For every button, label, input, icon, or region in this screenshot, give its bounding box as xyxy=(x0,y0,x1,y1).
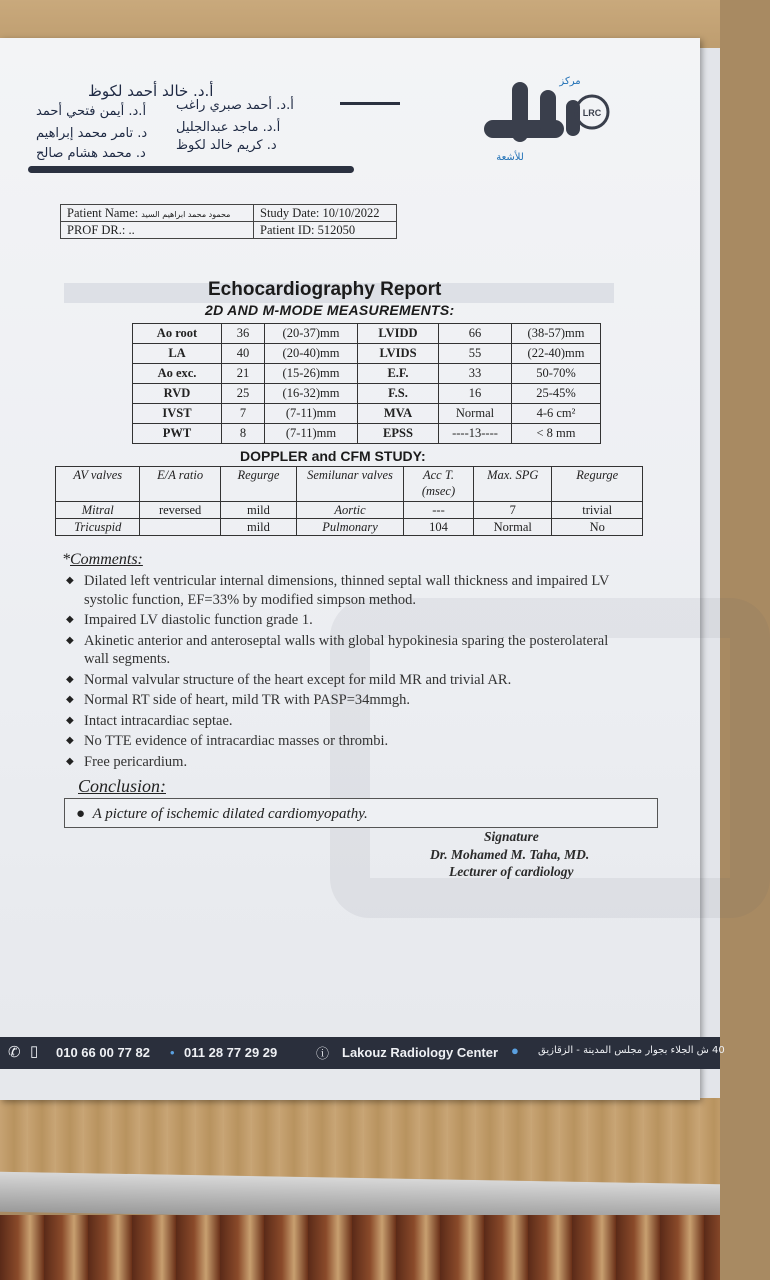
measurement-cell: (7-11)mm xyxy=(265,404,358,424)
measurement-cell: 55 xyxy=(439,344,512,364)
section-title-2d: 2D AND M-MODE MEASUREMENTS: xyxy=(205,302,455,318)
center-logo xyxy=(470,70,610,170)
doppler-cell: Normal xyxy=(474,519,552,536)
doppler-cell: --- xyxy=(403,502,473,519)
doppler-header-cell: Acc T. (msec) xyxy=(403,467,473,502)
measurement-cell: IVST xyxy=(133,404,222,424)
footer-address: 40 ش الجلاء بجوار مجلس المدينة - الزقازيق xyxy=(538,1045,725,1056)
report-page xyxy=(0,38,700,1100)
footer-bar xyxy=(0,1037,725,1069)
doppler-header-cell: Regurge xyxy=(220,467,296,502)
measurement-cell: PWT xyxy=(133,424,222,444)
measurement-cell: (15-26)mm xyxy=(265,364,358,384)
doppler-cell: trivial xyxy=(552,502,643,519)
measurement-cell: 16 xyxy=(439,384,512,404)
separator-dot: • xyxy=(170,1045,175,1060)
measurement-row xyxy=(133,384,601,404)
study-date: Study Date: 10/10/2022 xyxy=(254,205,397,222)
signature-label: Signature xyxy=(484,829,539,844)
measurement-cell: (20-40)mm xyxy=(265,344,358,364)
measurement-cell: Ao exc. xyxy=(133,364,222,384)
comment-item: ◆ Normal RT side of heart, mild TR with PASP=34mmgh. xyxy=(66,691,626,710)
measurement-row xyxy=(133,344,601,364)
measurement-cell: 40 xyxy=(222,344,265,364)
header-rule xyxy=(28,166,354,173)
measurement-cell: 25 xyxy=(222,384,265,404)
measurement-cell: (38-57)mm xyxy=(512,324,601,344)
measurement-cell: EPSS xyxy=(358,424,439,444)
measurement-cell: 33 xyxy=(439,364,512,384)
logo-stroke xyxy=(540,90,556,136)
comment-item: ◆ Akinetic anterior and anteroseptal walls with global hypokinesia sparing the posterolateral wall segments. xyxy=(66,632,626,669)
measurement-cell: LVIDS xyxy=(358,344,439,364)
patient-name-label: Patient Name: xyxy=(67,205,139,220)
referring-doctor: PROF DR.: .. xyxy=(61,222,254,239)
measurement-cell: 66 xyxy=(439,324,512,344)
measurement-cell: F.S. xyxy=(358,384,439,404)
doppler-cell: reversed xyxy=(140,502,220,519)
measurement-cell: LVIDD xyxy=(358,324,439,344)
comment-item: ◆ Dilated left ventricular internal dimensions, thinned septal wall thickness and impaired LV systolic function, EF=33% by modified simpson method. xyxy=(66,572,626,609)
doppler-cell: 7 xyxy=(474,502,552,519)
doppler-cell: Aortic xyxy=(297,502,404,519)
doctor-name: أ.د. خالد أحمد لكوظ xyxy=(88,82,214,100)
doctor-name: د. تامر محمد إبراهيم xyxy=(36,126,148,141)
report-title: Echocardiography Report xyxy=(208,279,442,300)
logo-label: مركز xyxy=(559,76,581,87)
conclusion-text: ● A picture of ischemic dilated cardiomyopathy. xyxy=(76,806,368,822)
measurements-table xyxy=(132,323,601,444)
doppler-row xyxy=(56,519,643,536)
measurement-cell: RVD xyxy=(133,384,222,404)
doppler-header-cell: Regurge xyxy=(552,467,643,502)
rug xyxy=(0,1215,720,1280)
comment-item: ◆ Normal valvular structure of the heart except for mild MR and trivial AR. xyxy=(66,671,626,690)
doppler-header-cell: Max. SPG xyxy=(474,467,552,502)
patient-id: Patient ID: 512050 xyxy=(254,222,397,239)
measurement-cell: ----13---- xyxy=(439,424,512,444)
measurement-cell: (22-40)mm xyxy=(512,344,601,364)
doctor-name: د. محمد هشام صالح xyxy=(36,146,146,161)
location-icon: ● xyxy=(511,1043,519,1058)
measurement-cell: 36 xyxy=(222,324,265,344)
header-divider xyxy=(340,102,400,105)
patient-name-cell xyxy=(61,205,254,222)
doppler-cell: No xyxy=(552,519,643,536)
signature-name: Dr. Mohamed M. Taha, MD. xyxy=(430,847,590,862)
measurement-cell: Ao root xyxy=(133,324,222,344)
section-title-doppler: DOPPLER and CFM STUDY: xyxy=(240,448,426,464)
patient-info-table xyxy=(60,204,397,239)
measurement-cell: (7-11)mm xyxy=(265,424,358,444)
patient-name-value: محمود محمد ابراهيم السيد xyxy=(141,209,231,219)
doppler-cell: mild xyxy=(220,502,296,519)
comments-heading-text: Comments: xyxy=(70,551,143,568)
doppler-cell: 104 xyxy=(403,519,473,536)
doppler-header-cell: Semilunar valves xyxy=(297,467,404,502)
doctor-name: أ.د. أحمد صبري راغب xyxy=(176,98,294,113)
conclusion-heading: Conclusion: xyxy=(78,776,166,796)
measurement-cell: 8 xyxy=(222,424,265,444)
comments-heading: *Comments: xyxy=(62,551,143,568)
footer-center-name: Lakouz Radiology Center xyxy=(342,1045,499,1060)
doppler-header-cell: E/A ratio xyxy=(140,467,220,502)
measurement-cell: LA xyxy=(133,344,222,364)
comments-list xyxy=(66,572,626,773)
measurement-cell: Normal xyxy=(439,404,512,424)
doppler-cell: Pulmonary xyxy=(297,519,404,536)
doppler-table xyxy=(55,466,643,536)
comment-item: ◆ Intact intracardiac septae. xyxy=(66,712,626,731)
doppler-row xyxy=(56,502,643,519)
logo-sub: للأشعة xyxy=(496,152,524,163)
whatsapp-icon: ✆ xyxy=(8,1044,21,1061)
doctor-name: أ.د. ماجد عبدالجليل xyxy=(176,120,281,135)
comment-item: ◆ Impaired LV diastolic function grade 1. xyxy=(66,611,626,630)
measurement-cell: 4-6 cm² xyxy=(512,404,601,424)
facebook-icon: ⓘ xyxy=(316,1046,330,1061)
doppler-cell: mild xyxy=(220,519,296,536)
measurement-row xyxy=(133,364,601,384)
measurement-cell: E.F. xyxy=(358,364,439,384)
doppler-header-cell: AV valves xyxy=(56,467,140,502)
measurement-row xyxy=(133,424,601,444)
measurement-cell: (20-37)mm xyxy=(265,324,358,344)
doppler-cell: Tricuspid xyxy=(56,519,140,536)
measurement-cell: 50-70% xyxy=(512,364,601,384)
comment-item: ◆ Free pericardium. xyxy=(66,753,626,772)
measurement-cell: < 8 mm xyxy=(512,424,601,444)
measurement-row xyxy=(133,404,601,424)
measurement-row xyxy=(133,324,601,344)
doppler-cell: Mitral xyxy=(56,502,140,519)
logo-name: لكوظ xyxy=(528,110,531,111)
footer-phone-2: 011 28 77 29 29 xyxy=(184,1045,278,1060)
measurement-cell: 25-45% xyxy=(512,384,601,404)
logo-badge: LRC xyxy=(582,108,602,118)
conclusion-value: A picture of ischemic dilated cardiomyopathy. xyxy=(92,806,368,822)
measurement-cell: (16-32)mm xyxy=(265,384,358,404)
doctor-name: د. كريم خالد لكوظ xyxy=(176,138,277,153)
measurement-cell: 7 xyxy=(222,404,265,424)
measurement-cell: 21 xyxy=(222,364,265,384)
footer-phone-1: 010 66 00 77 82 xyxy=(56,1045,150,1060)
doctor-name: أ.د. أيمن فتحي أحمد xyxy=(36,104,147,119)
signature-title: Lecturer of cardiology xyxy=(449,864,574,879)
measurement-cell: MVA xyxy=(358,404,439,424)
mobile-icon: ▯ xyxy=(30,1043,39,1060)
comment-item: ◆ No TTE evidence of intracardiac masses or thrombi. xyxy=(66,732,626,751)
doppler-cell xyxy=(140,519,220,536)
